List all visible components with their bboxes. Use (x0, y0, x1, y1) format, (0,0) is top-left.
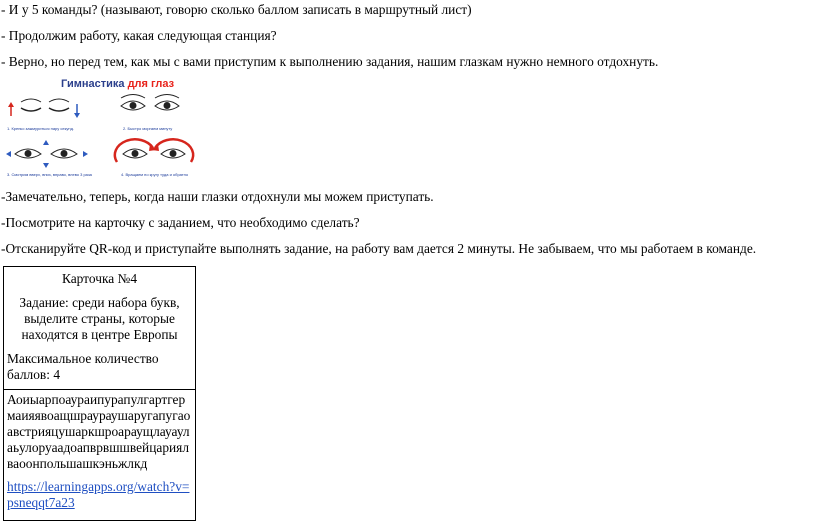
blinking-eyes-icon (121, 95, 179, 111)
dialogue-line-3: - Верно, но перед тем, как мы с вами приступим к выполнению задания, нашим глазкам нужно немного отдохнуть. (1, 54, 659, 69)
caption-4: 4. Вращаем по кругу туда и обратно (121, 172, 189, 177)
card-body-cell (4, 390, 196, 521)
eyes-rotation-icon (115, 139, 193, 162)
eyes-directions-icon (6, 140, 88, 168)
dialogue-line-5: -Посмотрите на карточку с заданием, что необходимо сделать? (1, 215, 360, 230)
dialogue-line-2: - Продолжим работу, какая следующая станция? (1, 28, 277, 43)
gymnastics-title: Гимнастика для глаз (61, 78, 175, 90)
card-max-score: Максимальное количество баллов: 4 (7, 351, 159, 382)
learningapps-link[interactable]: https://learningapps.org/watch?v=psneqqt7a23 (7, 479, 190, 510)
card-task: Задание: среди набора букв, выделите страны, которые находятся в центре Европы (19, 295, 180, 342)
eye-gymnastics-image (3, 78, 211, 180)
task-card (3, 266, 196, 521)
card-title: Карточка №4 (61, 271, 138, 286)
dialogue-line-1: - И у 5 команды? (называют, говорю сколько баллом записать в маршрутный лист) (1, 2, 472, 17)
closed-eyes-icon (8, 99, 80, 118)
caption-1: 1. Крепко зажмуриться пару секунд. (7, 126, 75, 131)
card-header-cell (4, 267, 196, 390)
caption-3: 3. Смотрим вверх, вниз, вправо, влево 3 раза (7, 172, 92, 177)
dialogue-line-6: -Отсканируйте QR-код и приступайте выполнять задание, на работу вам дается 2 минуты. Не забываем, что мы работаем в команде. (1, 241, 757, 256)
dialogue-line-4: -Замечательно, теперь, когда наши глазки отдохнули мы можем приступать. (1, 189, 434, 204)
letter-puzzle: Аоиыарпоаураипурапулгартгермаияявоащшраураушаругапугаоавстрияцушаркшроараущлауаулаьулоруаадоапврвшшвейцариялваоонпольшашкэньжлкд (7, 392, 191, 471)
caption-2: 2. Быстро моргаем минуту (123, 126, 173, 131)
